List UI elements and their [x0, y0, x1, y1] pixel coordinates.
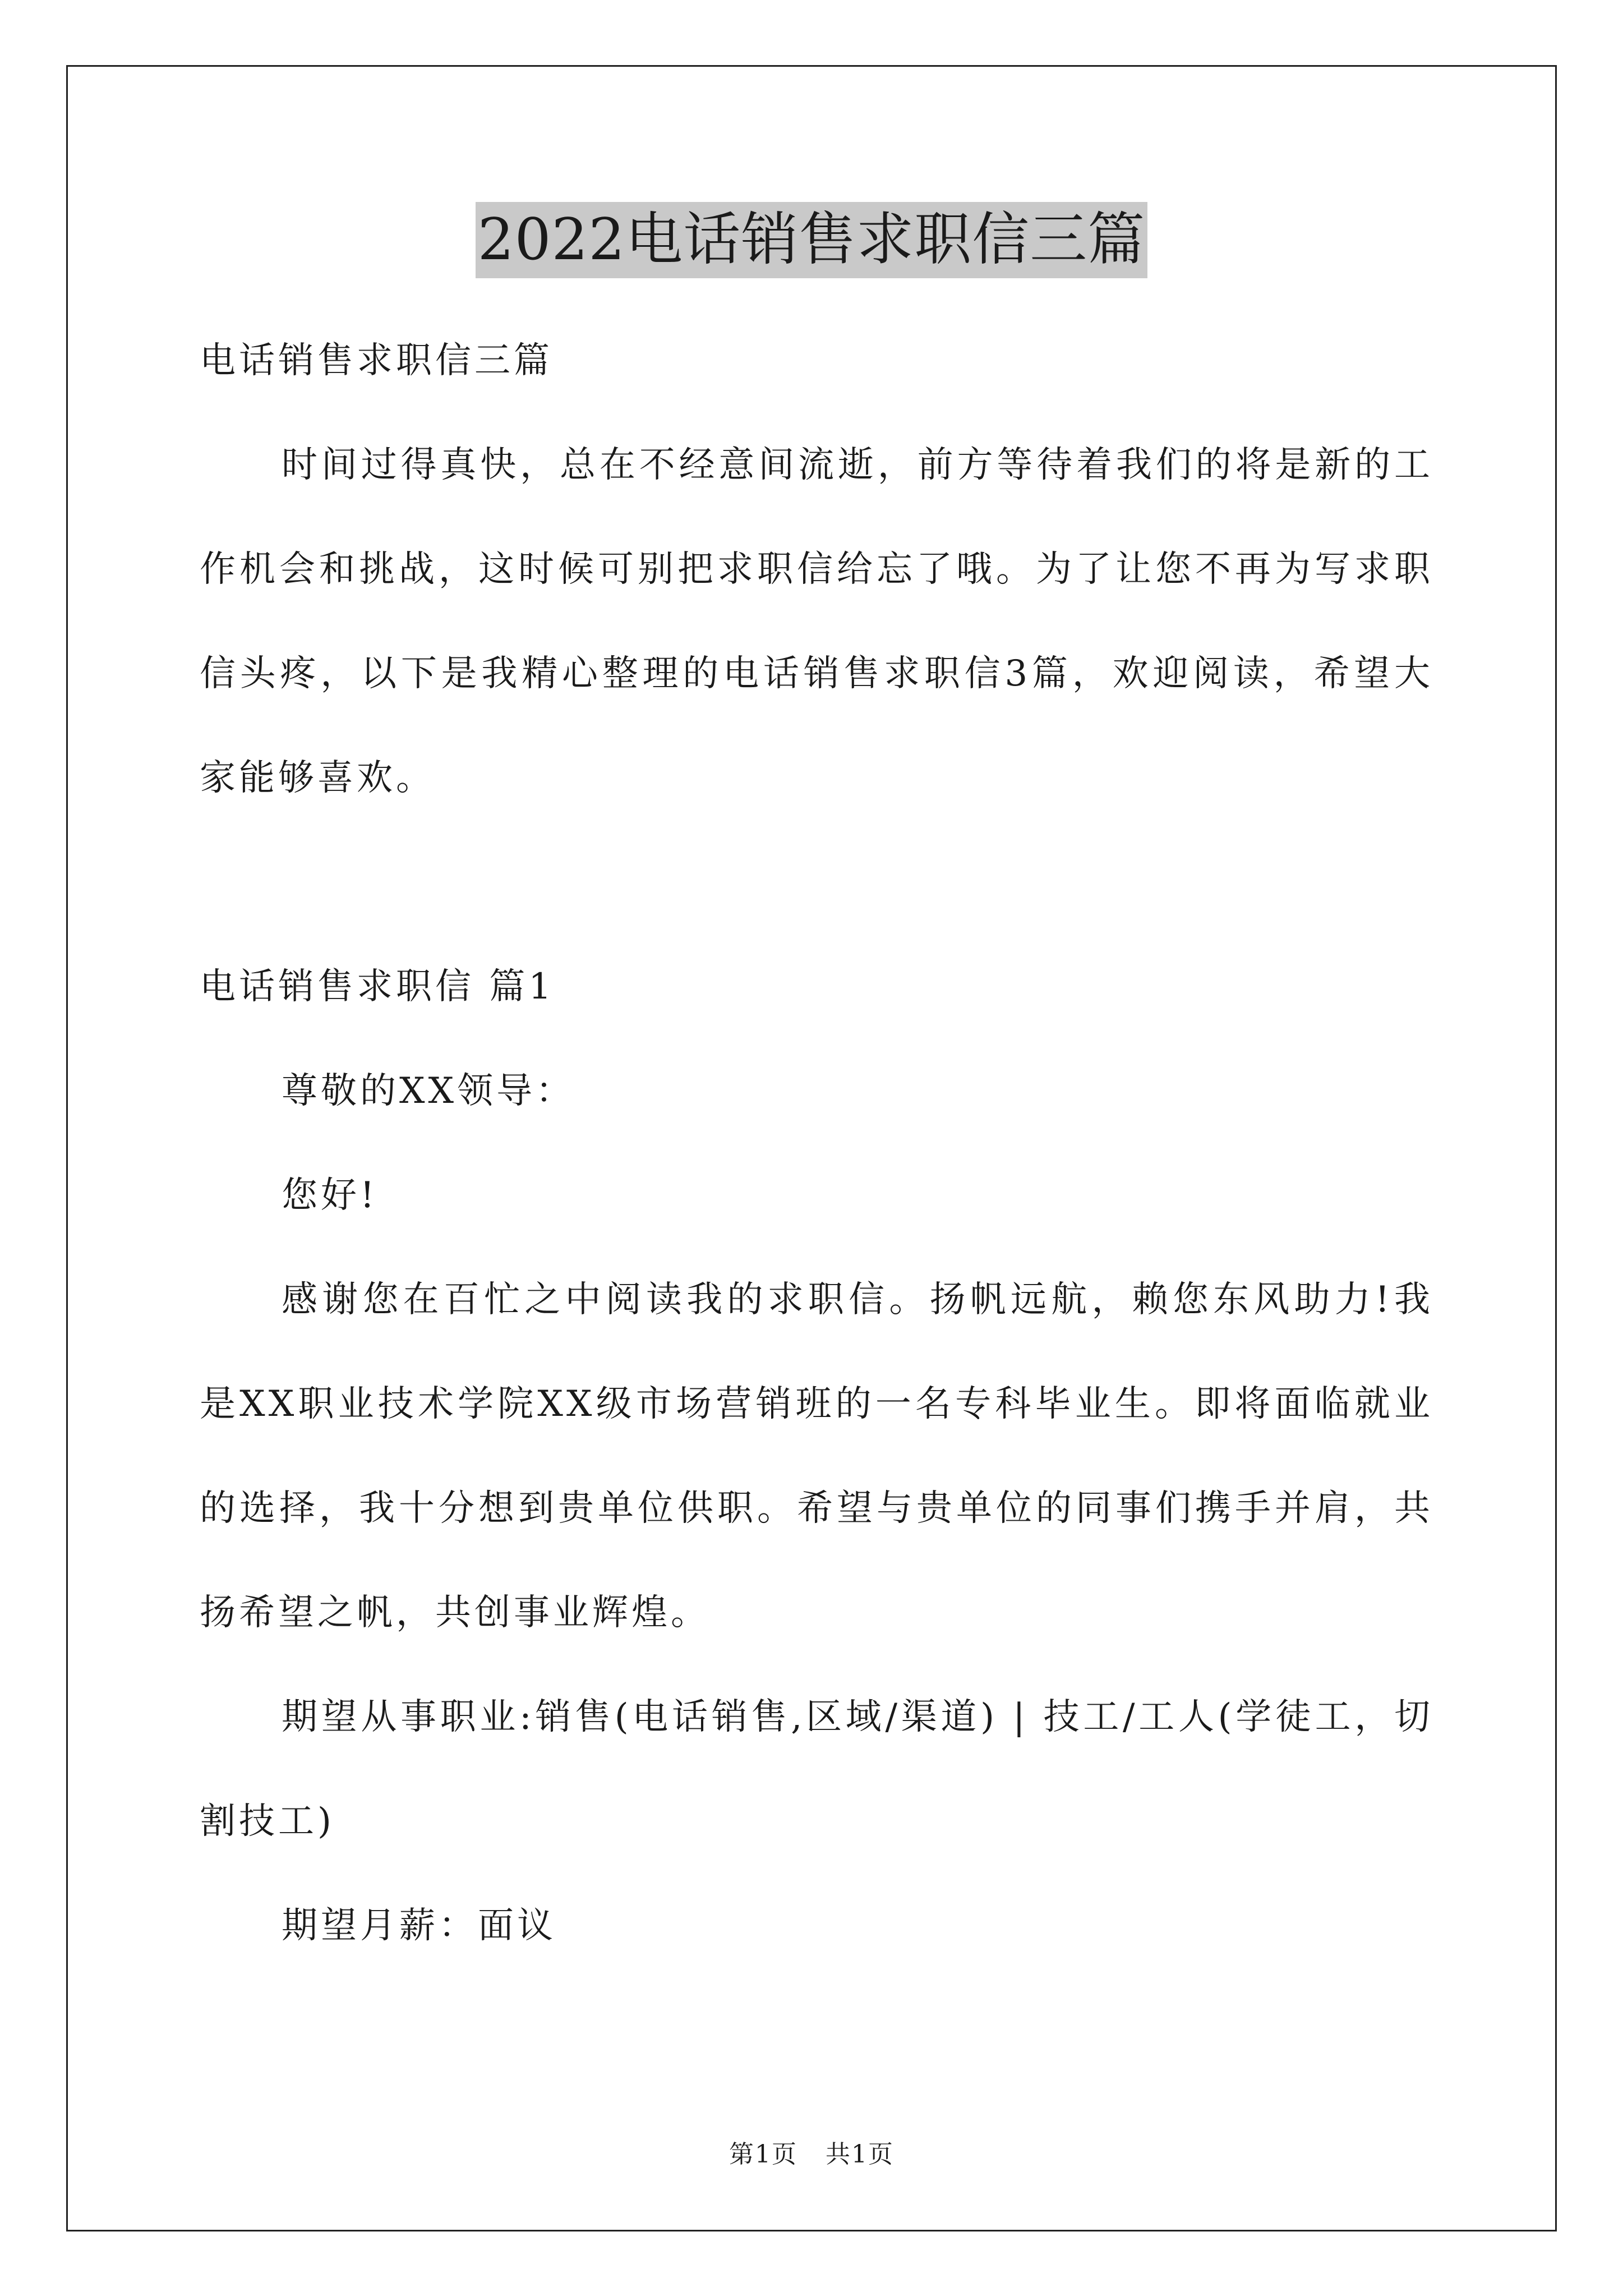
document-title: 2022电话销售求职信三篇 — [476, 202, 1148, 278]
body-paragraph: 感谢您在百忙之中阅读我的求职信。扬帆远航，赖您东风助力!我是XX职业技术学院XX级市场营销班的一名专科毕业生。即将面临就业的选择，我十分想到贵单位供职。希望与贵单位的同事们携手并肩，共扬希望之帆，共创事业辉煌。 — [200, 1279, 1433, 1634]
greeting: 您好! — [282, 1175, 378, 1216]
expected-salary: 期望月薪：面议 — [282, 1905, 556, 1947]
expected-job: 期望从事职业:销售(电话销售,区域/渠道) | 技工/工人(学徒工，切割技工) — [200, 1696, 1433, 1842]
page-total: 共1页 — [826, 2140, 894, 2169]
page-footer — [0, 2134, 1623, 2170]
intro-paragraph: 时间过得真快，总在不经意间流逝，前方等待着我们的将是新的工作机会和挑战，这时候可别把求职信给忘了哦。为了让您不再为写求职信头疼，以下是我精心整理的电话销售求职信3篇，欢迎阅读，希望大家能够喜欢。 — [200, 444, 1433, 799]
page-number: 第1页 — [729, 2140, 797, 2169]
document-body — [200, 309, 1433, 1978]
salutation: 尊敬的XX领导： — [282, 1070, 575, 1112]
subtitle: 电话销售求职信三篇 — [200, 340, 553, 381]
section-heading: 电话销售求职信 篇1 — [200, 966, 555, 1007]
title-container — [0, 202, 1623, 278]
